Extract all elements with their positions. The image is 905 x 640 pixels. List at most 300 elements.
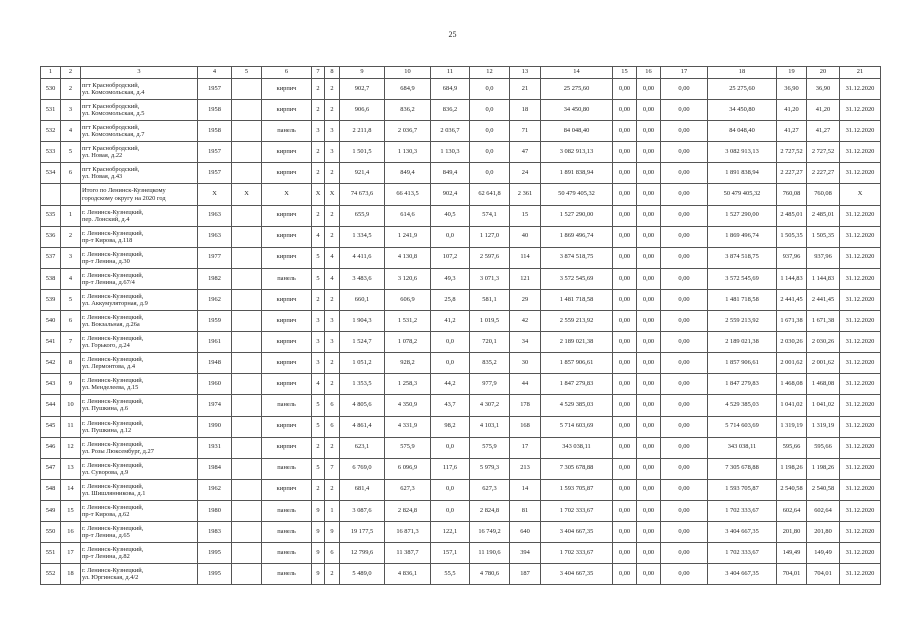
- column-header: 17: [661, 67, 708, 79]
- cell-c11: 0,0: [431, 479, 470, 500]
- column-header: 7: [312, 67, 325, 79]
- cell-c12: 2 597,6: [470, 247, 510, 268]
- cell-c6: кирпич: [262, 416, 312, 437]
- column-header: 20: [807, 67, 840, 79]
- cell-c18: 5 714 603,69: [708, 416, 777, 437]
- column-header: 9: [340, 67, 385, 79]
- cell-c19: 2 227,27: [777, 163, 807, 184]
- address-line: г. Ленинск-Кузнецкий,: [82, 250, 144, 258]
- table-row: [41, 500, 881, 521]
- cell-c5: [232, 289, 262, 310]
- cell-c9: 12 799,6: [340, 543, 385, 564]
- cell-c8: 3: [325, 121, 340, 142]
- cell-c8: 2: [325, 564, 340, 585]
- cell-c16: 0,00: [637, 79, 661, 100]
- cell-c2: 6: [61, 163, 81, 184]
- cell-c15: 0,00: [613, 543, 637, 564]
- cell-c19: 1 671,38: [777, 311, 807, 332]
- cell-c8: 4: [325, 247, 340, 268]
- address-line: ул. Суворова, д.9: [82, 468, 129, 476]
- address-cell: [81, 395, 198, 416]
- address-cell: [81, 500, 198, 521]
- cell-c6: кирпич: [262, 100, 312, 121]
- cell-c2: 16: [61, 521, 81, 542]
- table-row: [41, 395, 881, 416]
- cell-c17: 0,00: [661, 374, 708, 395]
- cell-c17: 0,00: [661, 437, 708, 458]
- cell-c9: 1 524,7: [340, 332, 385, 353]
- cell-c14: 1 481 718,58: [541, 289, 613, 310]
- cell-c19: 149,49: [777, 543, 807, 564]
- cell-c15: 0,00: [613, 564, 637, 585]
- cell-c15: 0,00: [613, 142, 637, 163]
- cell-c7: 5: [312, 268, 325, 289]
- cell-c19: 1 144,83: [777, 268, 807, 289]
- cell-c6: панель: [262, 564, 312, 585]
- cell-c16: 0,00: [637, 564, 661, 585]
- cell-c16: 0,00: [637, 416, 661, 437]
- cell-c15: 0,00: [613, 247, 637, 268]
- cell-c13: 71: [510, 121, 541, 142]
- cell-c17: 0,00: [661, 100, 708, 121]
- cell-c21: 31.12.2020: [840, 374, 881, 395]
- cell-c4: 1931: [198, 437, 232, 458]
- cell-c15: 0,00: [613, 395, 637, 416]
- address-cell: [81, 479, 198, 500]
- cell-c13: 114: [510, 247, 541, 268]
- cell-c9: 655,9: [340, 205, 385, 226]
- cell-c7: 3: [312, 311, 325, 332]
- cell-c10: 16 871,3: [385, 521, 431, 542]
- address-line: ул. Комсомольская, д.7: [82, 131, 145, 139]
- cell-c2: 15: [61, 500, 81, 521]
- cell-c8: 3: [325, 332, 340, 353]
- cell-c16: 0,00: [637, 500, 661, 521]
- cell-c17: 0,00: [661, 458, 708, 479]
- cell-c5: [232, 437, 262, 458]
- cell-c12: 0,0: [470, 100, 510, 121]
- cell-c10: 575,9: [385, 437, 431, 458]
- cell-c9: 1 334,5: [340, 226, 385, 247]
- cell-c14: 3 404 667,35: [541, 564, 613, 585]
- cell-c17: 0,00: [661, 521, 708, 542]
- cell-c7: 9: [312, 500, 325, 521]
- cell-c20: 602,64: [807, 500, 840, 521]
- cell-c14: 1 891 838,94: [541, 163, 613, 184]
- table-row: [41, 374, 881, 395]
- cell-c15: 0,00: [613, 437, 637, 458]
- cell-c8: 2: [325, 226, 340, 247]
- cell-c7: 2: [312, 205, 325, 226]
- cell-c20: 2 727,52: [807, 142, 840, 163]
- cell-c6: X: [262, 184, 312, 205]
- cell-c20: 1 144,83: [807, 268, 840, 289]
- cell-c9: 3 087,6: [340, 500, 385, 521]
- cell-c4: 1974: [198, 395, 232, 416]
- cell-c1: 545: [41, 416, 61, 437]
- table-row: [41, 332, 881, 353]
- cell-c11: 1 130,3: [431, 142, 470, 163]
- cell-c11: 49,3: [431, 268, 470, 289]
- cell-c18: 1 869 496,74: [708, 226, 777, 247]
- cell-c10: 6 096,9: [385, 458, 431, 479]
- address-cell: [81, 374, 198, 395]
- cell-c5: X: [232, 184, 262, 205]
- cell-c18: 3 572 545,69: [708, 268, 777, 289]
- cell-c6: панель: [262, 521, 312, 542]
- cell-c19: 704,01: [777, 564, 807, 585]
- column-header: 11: [431, 67, 470, 79]
- cell-c19: 201,80: [777, 521, 807, 542]
- cell-c14: 1 702 333,67: [541, 500, 613, 521]
- cell-c7: 2: [312, 100, 325, 121]
- address-cell: [81, 268, 198, 289]
- address-line: г. Ленинск-Кузнецкий,: [82, 503, 144, 511]
- cell-c1: 539: [41, 289, 61, 310]
- cell-c5: [232, 521, 262, 542]
- cell-c16: 0,00: [637, 479, 661, 500]
- table-row: [41, 289, 881, 310]
- cell-c5: [232, 226, 262, 247]
- cell-c18: 1 527 290,00: [708, 205, 777, 226]
- cell-c18: 1 891 838,94: [708, 163, 777, 184]
- cell-c15: 0,00: [613, 79, 637, 100]
- cell-c2: 2: [61, 79, 81, 100]
- column-header: 18: [708, 67, 777, 79]
- cell-c8: 6: [325, 543, 340, 564]
- cell-c21: X: [840, 184, 881, 205]
- cell-c14: 1 527 290,00: [541, 205, 613, 226]
- cell-c21: 31.12.2020: [840, 226, 881, 247]
- cell-c18: 3 874 518,75: [708, 247, 777, 268]
- cell-c12: 720,1: [470, 332, 510, 353]
- cell-c8: 6: [325, 395, 340, 416]
- cell-c10: 849,4: [385, 163, 431, 184]
- cell-c12: 0,0: [470, 142, 510, 163]
- cell-c2: 12: [61, 437, 81, 458]
- cell-c1: 542: [41, 353, 61, 374]
- cell-c13: 30: [510, 353, 541, 374]
- cell-c11: 44,2: [431, 374, 470, 395]
- address-cell: [81, 564, 198, 585]
- address-cell: [81, 289, 198, 310]
- cell-c12: 4 307,2: [470, 395, 510, 416]
- cell-c2: 4: [61, 268, 81, 289]
- column-header: 2: [61, 67, 81, 79]
- cell-c13: 17: [510, 437, 541, 458]
- cell-c18: 1 481 718,58: [708, 289, 777, 310]
- cell-c21: 31.12.2020: [840, 543, 881, 564]
- address-line: ул. Менделеева, д.15: [82, 384, 139, 392]
- cell-c16: 0,00: [637, 289, 661, 310]
- cell-c2: 4: [61, 121, 81, 142]
- address-line: Итого по Ленинск-Кузнецкому: [82, 187, 166, 195]
- cell-c17: 0,00: [661, 289, 708, 310]
- cell-c16: 0,00: [637, 163, 661, 184]
- cell-c11: 107,2: [431, 247, 470, 268]
- total-row: [41, 184, 881, 205]
- cell-c21: 31.12.2020: [840, 121, 881, 142]
- cell-c11: 98,2: [431, 416, 470, 437]
- column-header: 16: [637, 67, 661, 79]
- cell-c2: 2: [61, 226, 81, 247]
- cell-c8: 9: [325, 521, 340, 542]
- cell-c8: 2: [325, 100, 340, 121]
- cell-c9: 1 353,5: [340, 374, 385, 395]
- table-row: [41, 479, 881, 500]
- cell-c11: 40,5: [431, 205, 470, 226]
- address-line: ул. Пушкина, д.6: [82, 405, 129, 413]
- cell-c9: 19 177,5: [340, 521, 385, 542]
- cell-c5: [232, 416, 262, 437]
- cell-c9: 1 051,2: [340, 353, 385, 374]
- cell-c5: [232, 247, 262, 268]
- column-header: 5: [232, 67, 262, 79]
- cell-c14: 5 714 603,69: [541, 416, 613, 437]
- cell-c16: 0,00: [637, 543, 661, 564]
- cell-c6: кирпич: [262, 247, 312, 268]
- cell-c7: 5: [312, 458, 325, 479]
- table-row: [41, 100, 881, 121]
- address-cell: [81, 543, 198, 564]
- cell-c21: 31.12.2020: [840, 458, 881, 479]
- cell-c2: 5: [61, 289, 81, 310]
- cell-c21: 31.12.2020: [840, 479, 881, 500]
- address-line: пр-т Ленина, д.67/4: [82, 278, 135, 286]
- cell-c14: 343 038,11: [541, 437, 613, 458]
- cell-c21: 31.12.2020: [840, 247, 881, 268]
- cell-c8: 7: [325, 458, 340, 479]
- cell-c2: 17: [61, 543, 81, 564]
- address-line: пр-т Кирова, д.118: [82, 236, 133, 244]
- housing-table: [40, 66, 881, 585]
- cell-c4: 1995: [198, 564, 232, 585]
- cell-c15: 0,00: [613, 100, 637, 121]
- cell-c9: 660,1: [340, 289, 385, 310]
- cell-c10: 2 824,8: [385, 500, 431, 521]
- cell-c14: 84 048,40: [541, 121, 613, 142]
- cell-c10: 3 120,6: [385, 268, 431, 289]
- cell-c5: [232, 332, 262, 353]
- address-line: ул. Юргинская, д.4/2: [82, 574, 139, 582]
- column-header: 6: [262, 67, 312, 79]
- cell-c11: 684,9: [431, 79, 470, 100]
- cell-c15: 0,00: [613, 521, 637, 542]
- cell-c2: 1: [61, 205, 81, 226]
- table-body: [41, 67, 881, 585]
- cell-c2: [61, 184, 81, 205]
- cell-c4: 1983: [198, 521, 232, 542]
- cell-c20: 595,66: [807, 437, 840, 458]
- cell-c7: 5: [312, 416, 325, 437]
- table-row: [41, 121, 881, 142]
- table-row: [41, 416, 881, 437]
- cell-c18: 84 048,40: [708, 121, 777, 142]
- cell-c4: 1957: [198, 142, 232, 163]
- cell-c8: 2: [325, 479, 340, 500]
- cell-c19: 2 485,01: [777, 205, 807, 226]
- address-cell: [81, 437, 198, 458]
- cell-c11: 849,4: [431, 163, 470, 184]
- cell-c11: 25,8: [431, 289, 470, 310]
- address-line: г. Ленинск-Кузнецкий,: [82, 208, 144, 216]
- cell-c19: 36,90: [777, 79, 807, 100]
- address-cell: [81, 163, 198, 184]
- cell-c21: 31.12.2020: [840, 289, 881, 310]
- table-row: [41, 205, 881, 226]
- cell-c15: 0,00: [613, 184, 637, 205]
- address-cell: [81, 311, 198, 332]
- cell-c1: 535: [41, 205, 61, 226]
- cell-c12: 0,0: [470, 79, 510, 100]
- cell-c14: 3 404 667,35: [541, 521, 613, 542]
- cell-c1: 548: [41, 479, 61, 500]
- column-header: 3: [81, 67, 198, 79]
- cell-c14: 25 275,60: [541, 79, 613, 100]
- cell-c20: 1 505,35: [807, 226, 840, 247]
- address-line: г. Ленинск-Кузнецкий,: [82, 546, 144, 554]
- address-line: г. Ленинск-Кузнецкий,: [82, 461, 144, 469]
- cell-c9: 921,4: [340, 163, 385, 184]
- cell-c19: 2 441,45: [777, 289, 807, 310]
- cell-c6: кирпич: [262, 79, 312, 100]
- cell-c2: 13: [61, 458, 81, 479]
- cell-c1: 533: [41, 142, 61, 163]
- cell-c7: 2: [312, 479, 325, 500]
- cell-c5: [232, 142, 262, 163]
- cell-c19: 595,66: [777, 437, 807, 458]
- cell-c11: 836,2: [431, 100, 470, 121]
- cell-c20: 1 671,38: [807, 311, 840, 332]
- cell-c21: 31.12.2020: [840, 416, 881, 437]
- cell-c5: [232, 79, 262, 100]
- cell-c8: 6: [325, 416, 340, 437]
- cell-c14: 1 857 906,61: [541, 353, 613, 374]
- address-line: г. Ленинск-Кузнецкий,: [82, 567, 144, 575]
- cell-c8: 2: [325, 374, 340, 395]
- cell-c5: [232, 353, 262, 374]
- cell-c9: 681,4: [340, 479, 385, 500]
- address-line: г. Ленинск-Кузнецкий,: [82, 314, 144, 322]
- cell-c10: 66 413,5: [385, 184, 431, 205]
- cell-c20: 2 227,27: [807, 163, 840, 184]
- cell-c4: 1948: [198, 353, 232, 374]
- cell-c15: 0,00: [613, 163, 637, 184]
- cell-c18: 2 559 213,92: [708, 311, 777, 332]
- address-line: г. Ленинск-Кузнецкий,: [82, 524, 144, 532]
- cell-c20: 2 001,62: [807, 353, 840, 374]
- cell-c1: 550: [41, 521, 61, 542]
- cell-c7: 4: [312, 374, 325, 395]
- cell-c11: 43,7: [431, 395, 470, 416]
- cell-c6: панель: [262, 121, 312, 142]
- cell-c14: 3 874 518,75: [541, 247, 613, 268]
- cell-c13: 15: [510, 205, 541, 226]
- cell-c21: 31.12.2020: [840, 353, 881, 374]
- cell-c5: [232, 121, 262, 142]
- address-cell: [81, 332, 198, 353]
- address-line: пер. Лонский, д.4: [82, 215, 130, 223]
- address-line: г. Ленинск-Кузнецкий,: [82, 335, 144, 343]
- cell-c4: 1962: [198, 479, 232, 500]
- cell-c9: 906,6: [340, 100, 385, 121]
- cell-c11: 117,6: [431, 458, 470, 479]
- cell-c14: 50 479 405,32: [541, 184, 613, 205]
- cell-c7: 5: [312, 395, 325, 416]
- cell-c16: 0,00: [637, 226, 661, 247]
- cell-c21: 31.12.2020: [840, 163, 881, 184]
- cell-c20: 1 198,26: [807, 458, 840, 479]
- address-cell: [81, 247, 198, 268]
- cell-c4: 1984: [198, 458, 232, 479]
- cell-c11: 122,1: [431, 521, 470, 542]
- cell-c9: 902,7: [340, 79, 385, 100]
- cell-c9: 1 501,5: [340, 142, 385, 163]
- cell-c17: 0,00: [661, 564, 708, 585]
- address-line: ул. Пушкина, д.12: [82, 426, 132, 434]
- cell-c19: 2 540,58: [777, 479, 807, 500]
- cell-c17: 0,00: [661, 543, 708, 564]
- cell-c6: кирпич: [262, 479, 312, 500]
- cell-c20: 201,80: [807, 521, 840, 542]
- cell-c13: 14: [510, 479, 541, 500]
- cell-c4: 1980: [198, 500, 232, 521]
- cell-c2: 5: [61, 142, 81, 163]
- cell-c4: 1957: [198, 163, 232, 184]
- cell-c6: кирпич: [262, 142, 312, 163]
- cell-c12: 0,0: [470, 163, 510, 184]
- cell-c13: 168: [510, 416, 541, 437]
- cell-c1: 530: [41, 79, 61, 100]
- cell-c10: 1 258,3: [385, 374, 431, 395]
- cell-c11: 0,0: [431, 226, 470, 247]
- cell-c8: 2: [325, 205, 340, 226]
- cell-c16: 0,00: [637, 437, 661, 458]
- cell-c21: 31.12.2020: [840, 79, 881, 100]
- cell-c12: 835,2: [470, 353, 510, 374]
- cell-c5: [232, 564, 262, 585]
- cell-c20: 2 540,58: [807, 479, 840, 500]
- cell-c15: 0,00: [613, 268, 637, 289]
- cell-c21: 31.12.2020: [840, 332, 881, 353]
- cell-c1: 534: [41, 163, 61, 184]
- cell-c8: 2: [325, 79, 340, 100]
- cell-c7: 3: [312, 353, 325, 374]
- cell-c2: 9: [61, 374, 81, 395]
- cell-c5: [232, 205, 262, 226]
- cell-c18: 3 404 667,35: [708, 521, 777, 542]
- cell-c1: 536: [41, 226, 61, 247]
- cell-c10: 4 836,1: [385, 564, 431, 585]
- cell-c6: кирпич: [262, 374, 312, 395]
- cell-c9: 2 211,8: [340, 121, 385, 142]
- table-row: [41, 521, 881, 542]
- cell-c13: 640: [510, 521, 541, 542]
- address-line: ул. Вокзальная, д.26а: [82, 321, 140, 329]
- cell-c21: 31.12.2020: [840, 142, 881, 163]
- cell-c8: 3: [325, 311, 340, 332]
- address-line: ул. Горького, д.24: [82, 342, 130, 350]
- address-line: г. Ленинск-Кузнецкий,: [82, 292, 144, 300]
- cell-c20: 41,20: [807, 100, 840, 121]
- cell-c21: 31.12.2020: [840, 311, 881, 332]
- column-header: 19: [777, 67, 807, 79]
- cell-c4: 1982: [198, 268, 232, 289]
- cell-c18: 25 275,60: [708, 79, 777, 100]
- cell-c15: 0,00: [613, 205, 637, 226]
- cell-c19: 1 505,35: [777, 226, 807, 247]
- cell-c14: 3 082 913,13: [541, 142, 613, 163]
